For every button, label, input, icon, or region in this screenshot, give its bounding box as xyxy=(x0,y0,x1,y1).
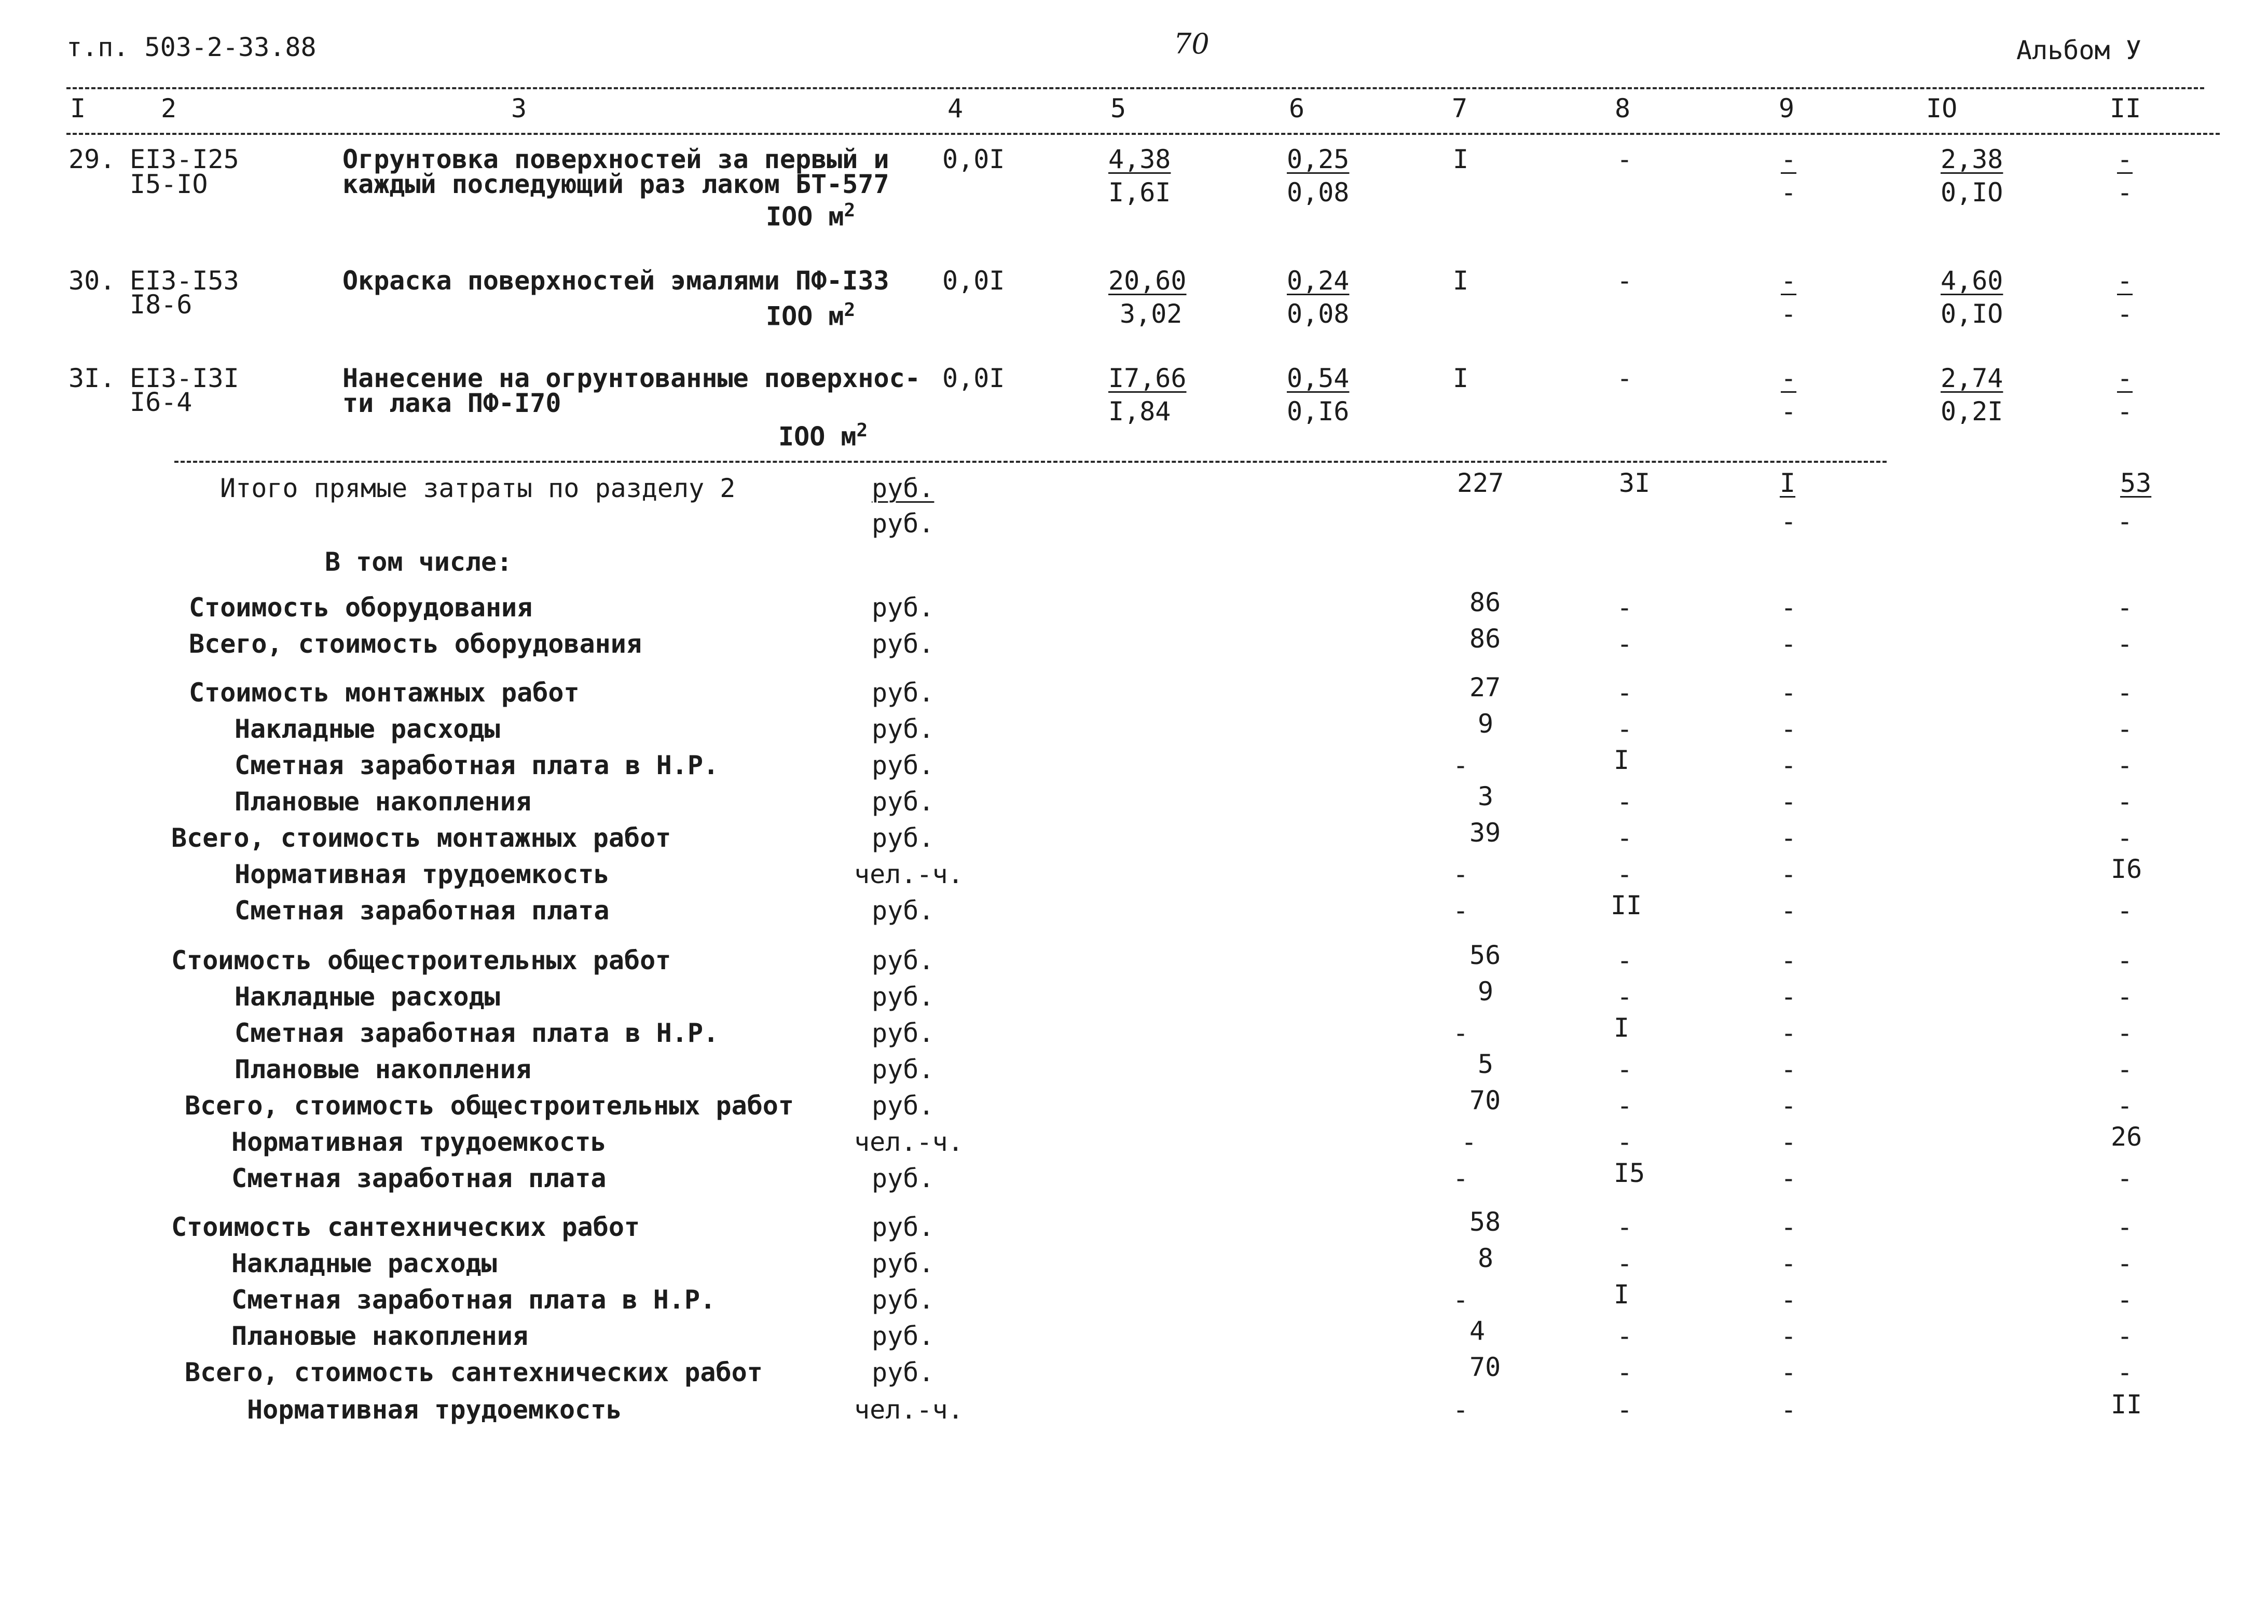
summary-label: Сметная заработная плата в Н.Р. xyxy=(235,1018,719,1048)
summary-col7: 70 xyxy=(1469,1085,1501,1116)
summary-col11: - xyxy=(2117,1248,2133,1278)
totals-unit: руб. xyxy=(872,473,934,503)
summary-col7: 9 xyxy=(1478,709,1494,739)
summary-unit: руб. xyxy=(872,629,934,659)
summary-col8: - xyxy=(1617,1357,1633,1387)
summary-col7: - xyxy=(1461,1127,1477,1157)
norm-code: ЕI3-I3I xyxy=(130,363,239,393)
cell-col11: - xyxy=(2117,177,2133,208)
summary-col9: - xyxy=(1781,1212,1797,1242)
summary-col7: 86 xyxy=(1469,624,1501,654)
column-header: 9 xyxy=(1779,93,1795,123)
summary-col8: I xyxy=(1614,1279,1630,1310)
summary-col7: 3 xyxy=(1478,781,1494,811)
cell-col6: 0,I6 xyxy=(1287,396,1350,426)
cell-col8: - xyxy=(1617,144,1633,174)
summary-col9: - xyxy=(1781,1163,1797,1193)
summary-unit: руб. xyxy=(872,1248,934,1278)
summary-col11: - xyxy=(2117,629,2133,659)
cell-col6: 0,08 xyxy=(1287,177,1350,208)
summary-unit: руб. xyxy=(872,982,934,1012)
summary-unit: руб. xyxy=(872,1321,934,1351)
unit-of-measure: IOO $м^2$ xyxy=(766,299,856,332)
summary-col7: 56 xyxy=(1469,940,1501,970)
quantity: 0,0I xyxy=(942,144,1005,174)
position-number: 29. xyxy=(68,144,116,174)
summary-col8: - xyxy=(1617,1321,1633,1351)
position-number: 3I. xyxy=(68,363,116,393)
cell-col10: 0,IO xyxy=(1941,299,2003,329)
summary-col11: - xyxy=(2117,1054,2133,1084)
summary-col9: - xyxy=(1781,1091,1797,1121)
summary-unit: руб. xyxy=(872,593,934,623)
summary-unit: руб. xyxy=(872,1018,934,1048)
work-description: Огрунтовка поверхностей за первый и xyxy=(342,144,889,174)
summary-col8: - xyxy=(1617,1091,1633,1121)
summary-col11: - xyxy=(2117,1018,2133,1048)
cell-col5: 4,38 xyxy=(1108,144,1171,174)
cell-col9: - xyxy=(1781,266,1797,296)
cell-col11: - xyxy=(2117,144,2133,174)
cell-col7: I xyxy=(1453,363,1469,393)
header-rule-top xyxy=(66,87,2204,89)
including-label: В том числе: xyxy=(325,547,513,577)
work-description: каждый последующий раз лаком БТ-577 xyxy=(342,169,889,199)
position-number: 30. xyxy=(68,266,116,296)
summary-col7: 70 xyxy=(1469,1352,1501,1382)
summary-col11: 26 xyxy=(2111,1122,2142,1152)
summary-col11: - xyxy=(2117,750,2133,780)
quantity: 0,0I xyxy=(942,363,1005,393)
summary-col9: - xyxy=(1781,1395,1797,1425)
header-rule-bottom xyxy=(66,133,2220,135)
summary-col11: - xyxy=(2117,678,2133,708)
summary-col11: - xyxy=(2117,945,2133,975)
summary-col8: - xyxy=(1617,629,1633,659)
summary-label: Накладные расходы xyxy=(231,1248,497,1278)
cell-col11: - xyxy=(2117,299,2133,329)
summary-col11: - xyxy=(2117,823,2133,853)
summary-col11: I6 xyxy=(2111,854,2142,884)
column-header: 8 xyxy=(1615,93,1631,123)
column-header: 6 xyxy=(1289,93,1305,123)
summary-col8: - xyxy=(1617,859,1633,889)
quantity: 0,0I xyxy=(942,266,1005,296)
summary-col11: - xyxy=(2117,982,2133,1012)
summary-col9: - xyxy=(1781,1321,1797,1351)
unit-of-measure: IOO $м^2$ xyxy=(766,200,856,232)
summary-col11: - xyxy=(2117,593,2133,623)
norm-code-sub: I6-4 xyxy=(130,387,193,417)
summary-col9: - xyxy=(1781,1018,1797,1048)
cell-col9: - xyxy=(1781,144,1797,174)
totals-unit-sub: руб. xyxy=(872,508,934,539)
summary-label: Стоимость монтажных работ xyxy=(189,678,580,708)
summary-col8: - xyxy=(1617,1395,1633,1425)
cell-col6: 0,08 xyxy=(1287,299,1350,329)
album-label: Альбом У xyxy=(2016,35,2141,65)
summary-col8: - xyxy=(1617,982,1633,1012)
summary-col11: - xyxy=(2117,1285,2133,1315)
summary-col11: - xyxy=(2117,1212,2133,1242)
summary-label: Накладные расходы xyxy=(235,982,500,1012)
summary-col7: - xyxy=(1453,1395,1469,1425)
summary-unit: руб. xyxy=(872,896,934,926)
cell-col8: - xyxy=(1617,363,1633,393)
summary-unit: руб. xyxy=(872,1163,934,1193)
cell-col6: 0,54 xyxy=(1287,363,1350,393)
summary-col11: - xyxy=(2117,1091,2133,1121)
summary-col11: - xyxy=(2117,1321,2133,1351)
page-number: 70 xyxy=(1174,27,1209,60)
summary-col7: 58 xyxy=(1469,1207,1501,1237)
summary-col9: - xyxy=(1781,750,1797,780)
summary-col7: 5 xyxy=(1478,1049,1494,1079)
summary-unit: чел.-ч. xyxy=(854,859,964,889)
cell-col10: 2,74 xyxy=(1941,363,2003,393)
summary-label: Сметная заработная плата xyxy=(231,1163,607,1193)
summary-col7: 8 xyxy=(1478,1243,1494,1273)
summary-col8: - xyxy=(1617,1054,1633,1084)
work-description: Окраска поверхностей эмалями ПФ-I33 xyxy=(342,266,889,296)
unit-of-measure: IOO $м^2$ xyxy=(778,420,868,452)
summary-col7: - xyxy=(1453,859,1469,889)
summary-col8: - xyxy=(1617,1127,1633,1157)
totals-col7: 227 xyxy=(1457,468,1504,498)
summary-col8: - xyxy=(1617,678,1633,708)
column-header: IO xyxy=(1926,93,1958,123)
cell-col9: - xyxy=(1781,396,1797,426)
summary-col9: - xyxy=(1781,629,1797,659)
summary-col8: I5 xyxy=(1614,1158,1645,1188)
summary-label: Нормативная трудоемкость xyxy=(235,859,610,889)
cell-col10: 0,IO xyxy=(1941,177,2003,208)
summary-unit: руб. xyxy=(872,787,934,817)
cell-col9: - xyxy=(1781,299,1797,329)
summary-label: Нормативная трудоемкость xyxy=(231,1127,607,1157)
summary-col11: - xyxy=(2117,896,2133,926)
summary-label: Всего, стоимость оборудования xyxy=(189,629,642,659)
column-header: 4 xyxy=(947,93,964,123)
summary-label: Накладные расходы xyxy=(235,714,500,744)
summary-col8: II xyxy=(1611,890,1642,920)
cell-col5: I,84 xyxy=(1108,396,1171,426)
cell-col10: 2,38 xyxy=(1941,144,2003,174)
summary-label: Плановые накопления xyxy=(235,1054,531,1084)
summary-col7: - xyxy=(1453,750,1469,780)
summary-col9: - xyxy=(1781,593,1797,623)
summary-col8: I xyxy=(1614,745,1630,775)
summary-unit: руб. xyxy=(872,823,934,853)
summary-col11: - xyxy=(2117,1357,2133,1387)
cell-col8: - xyxy=(1617,266,1633,296)
summary-col11: - xyxy=(2117,714,2133,744)
summary-label: Всего, стоимость монтажных работ xyxy=(171,823,671,853)
cell-col6: 0,24 xyxy=(1287,266,1350,296)
summary-col11: - xyxy=(2117,1163,2133,1193)
summary-label: Нормативная трудоемкость xyxy=(247,1395,622,1425)
cell-col5: 3,02 xyxy=(1120,299,1183,329)
summary-unit: чел.-ч. xyxy=(854,1127,964,1157)
cell-col6: 0,25 xyxy=(1287,144,1350,174)
summary-col9: - xyxy=(1781,787,1797,817)
summary-col8: - xyxy=(1617,1248,1633,1278)
cell-col11: - xyxy=(2117,363,2133,393)
summary-col8: - xyxy=(1617,787,1633,817)
summary-col7: 86 xyxy=(1469,587,1501,617)
column-header: II xyxy=(2110,93,2141,123)
column-header: 3 xyxy=(511,93,527,123)
summary-col11: II xyxy=(2111,1389,2142,1420)
summary-col7: 27 xyxy=(1469,672,1501,703)
totals-col11-sub: - xyxy=(2117,506,2133,536)
cell-col9: - xyxy=(1781,177,1797,208)
summary-unit: руб. xyxy=(872,1285,934,1315)
work-description: ти лака ПФ-I70 xyxy=(342,388,561,418)
summary-unit: чел.-ч. xyxy=(854,1395,964,1425)
summary-col8: - xyxy=(1617,1212,1633,1242)
column-header: 5 xyxy=(1110,93,1126,123)
summary-col9: - xyxy=(1781,1285,1797,1315)
summary-col9: - xyxy=(1781,945,1797,975)
summary-unit: руб. xyxy=(872,714,934,744)
cell-col7: I xyxy=(1453,266,1469,296)
summary-col9: - xyxy=(1781,859,1797,889)
summary-label: Сметная заработная плата в Н.Р. xyxy=(231,1285,716,1315)
summary-label: Плановые накопления xyxy=(231,1321,528,1351)
norm-code-sub: I5-IO xyxy=(130,169,208,199)
norm-code: ЕI3-I53 xyxy=(130,266,239,296)
summary-unit: руб. xyxy=(872,1212,934,1242)
cell-col7: I xyxy=(1453,144,1469,174)
summary-unit: руб. xyxy=(872,1357,934,1387)
summary-unit: руб. xyxy=(872,1054,934,1084)
summary-unit: руб. xyxy=(872,945,934,975)
summary-col8: I xyxy=(1614,1013,1630,1043)
totals-col8: 3I xyxy=(1619,468,1651,498)
cell-col5: I7,66 xyxy=(1108,363,1187,393)
summary-col9: - xyxy=(1781,714,1797,744)
cell-col5: 20,60 xyxy=(1108,266,1187,296)
totals-col11: 53 xyxy=(2120,468,2152,498)
summary-col7: - xyxy=(1453,1285,1469,1315)
summary-col11: - xyxy=(2117,787,2133,817)
summary-col9: - xyxy=(1781,896,1797,926)
summary-col7: - xyxy=(1453,1163,1469,1193)
column-header: 7 xyxy=(1452,93,1468,123)
document-code: т.п. 503-2-33.88 xyxy=(66,32,317,62)
summary-label: Сметная заработная плата в Н.Р. xyxy=(235,750,719,780)
summary-label: Всего, стоимость сантехнических работ xyxy=(185,1357,763,1387)
cell-col9: - xyxy=(1781,363,1797,393)
totals-label: Итого прямые затраты по разделу 2 xyxy=(220,473,736,503)
summary-label: Стоимость сантехнических работ xyxy=(171,1212,640,1242)
summary-col7: 4 xyxy=(1469,1316,1486,1346)
summary-col9: - xyxy=(1781,1127,1797,1157)
cell-col10: 4,60 xyxy=(1941,266,2003,296)
summary-label: Плановые накопления xyxy=(235,787,531,817)
cell-col5: I,6I xyxy=(1108,177,1171,208)
cell-col11: - xyxy=(2117,266,2133,296)
summary-col9: - xyxy=(1781,823,1797,853)
summary-label: Стоимость оборудования xyxy=(189,593,533,623)
summary-unit: руб. xyxy=(872,1091,934,1121)
column-header: 2 xyxy=(161,93,177,123)
summary-col8: - xyxy=(1617,714,1633,744)
positions-rule xyxy=(174,461,1887,463)
totals-col9: I xyxy=(1780,468,1796,498)
summary-col8: - xyxy=(1617,593,1633,623)
summary-col9: - xyxy=(1781,1054,1797,1084)
cell-col10: 0,2I xyxy=(1941,396,2003,426)
summary-col7: 9 xyxy=(1478,976,1494,1007)
cell-col11: - xyxy=(2117,396,2133,426)
summary-col9: - xyxy=(1781,678,1797,708)
summary-col7: - xyxy=(1453,1018,1469,1048)
norm-code: ЕI3-I25 xyxy=(130,144,239,174)
summary-col9: - xyxy=(1781,982,1797,1012)
norm-code-sub: I8-6 xyxy=(130,290,193,320)
summary-unit: руб. xyxy=(872,678,934,708)
summary-label: Стоимость общестроительных работ xyxy=(171,945,671,975)
summary-col8: - xyxy=(1617,945,1633,975)
summary-label: Всего, стоимость общестроительных работ xyxy=(185,1091,794,1121)
summary-col9: - xyxy=(1781,1357,1797,1387)
summary-col7: 39 xyxy=(1469,818,1501,848)
summary-label: Сметная заработная плата xyxy=(235,896,610,926)
work-description: Нанесение на огрунтованные поверхнос- xyxy=(342,363,920,393)
column-header: I xyxy=(70,93,86,123)
summary-col7: - xyxy=(1453,896,1469,926)
summary-col8: - xyxy=(1617,823,1633,853)
summary-unit: руб. xyxy=(872,750,934,780)
summary-col9: - xyxy=(1781,1248,1797,1278)
totals-col9-sub: - xyxy=(1781,506,1797,536)
